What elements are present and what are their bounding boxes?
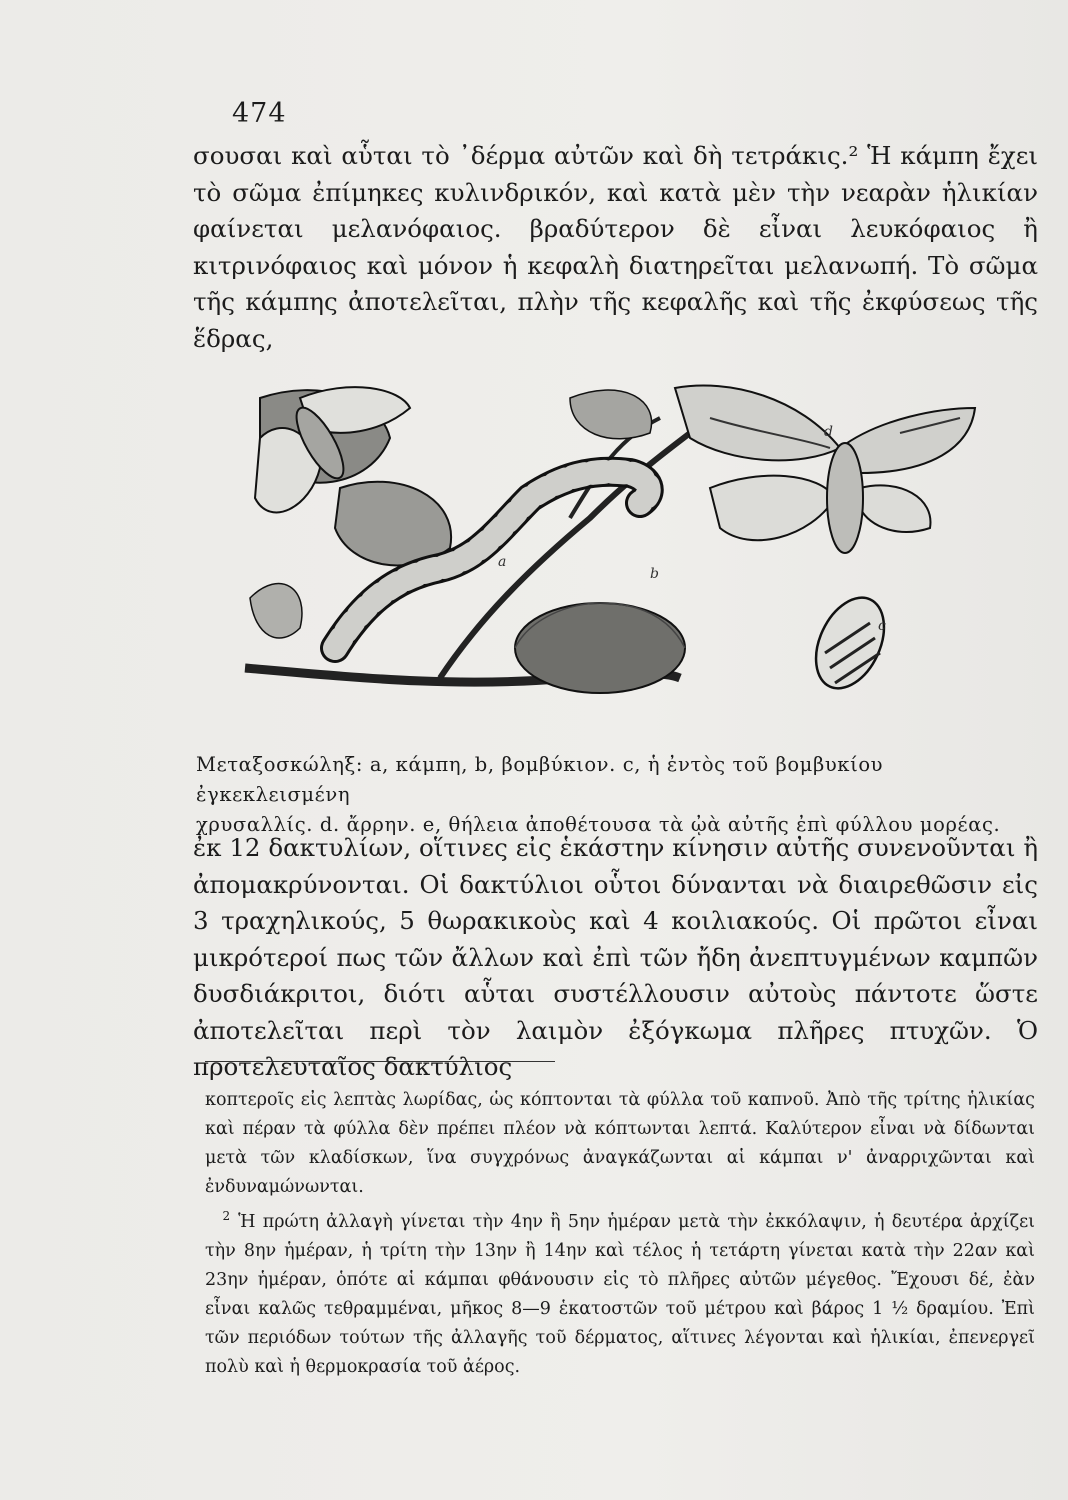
footnote-2 bbox=[205, 1202, 1035, 1382]
footnote-continuation: κοπτεροῖς εἰς λεπτὰς λωρίδας, ὡς κόπτονται τὰ φύλλα τοῦ καπνοῦ. Ἀπὸ τῆς τρίτης ἡλικίας καὶ πέραν τὰ φύλλα δὲν πρέπει πλέον νὰ κόπτωνται λεπτά. Καλύτερον εἶναι νὰ δίδωνται μετὰ τῶν κλαδίσκων, ἵνα συγχρόνως ἀναγκάζωνται αἱ κάμπαι ν' ἀναρριχῶνται καὶ ἐνδυναμώνωνται. bbox=[205, 1090, 1035, 1197]
leaf-left bbox=[335, 482, 451, 566]
label-a: a bbox=[498, 554, 507, 570]
figure-caption bbox=[196, 750, 1038, 840]
paragraph-top: σουσαι καὶ αὗται τὸ ᾿δέρμα αὐτῶν καὶ δὴ τετράκις.² Ἡ κάμπη ἔχει τὸ σῶμα ἐπίμηκες κυλινδρικόν, καὶ κατὰ μὲν τὴν νεαρὰν ἡλικίαν φαίνεται μελανόφαιος. βραδύτερον δὲ εἶναι λευκόφαιος ἢ κιτρινόφαιος καὶ μόνον ἡ κεφαλὴ διατηρεῖται μελανωπή. Τὸ σῶμα τῆς κάμπης ἀποτελεῖται, πλὴν τῆς κεφαλῆς καὶ τῆς ἐκφύσεως τῆς ἕδρας, bbox=[193, 141, 1038, 353]
illustration-svg bbox=[240, 378, 1030, 738]
moth-male-d bbox=[675, 386, 975, 554]
silkworm-illustration bbox=[240, 378, 1030, 738]
pupa-c bbox=[803, 587, 898, 699]
label-b: b bbox=[650, 566, 659, 582]
footnotes bbox=[205, 1086, 1035, 1382]
page-number: 474 bbox=[232, 98, 287, 129]
footnote-2-number: 2 bbox=[222, 1209, 231, 1223]
footnote-2-text: Ἡ πρώτη ἀλλαγὴ γίνεται τὴν 4ην ἢ 5ην ἡμέραν μετὰ τὴν ἐκκόλαψιν, ἡ δευτέρα ἀρχίζει τὴν 8ην ἡμέραν, ἡ τρίτη τὴν 13ην ἢ 14ην καὶ τέλος ἡ τετάρτη γίνεται κατὰ τὴν 22αν καὶ 23ην ἡμέραν, ὁπότε αἱ κάμπαι φθάνουσιν εἰς τὸ πλῆρες αὐτῶν μέγεθος. Ἔχουσι δέ, ἐὰν εἶναι καλῶς τεθραμμέναι, μῆκος 8—9 ἑκατοστῶν τοῦ μέτρου καὶ βάρος 1 ½ δραμίου. Ἐπὶ τῶν περιόδων τούτων τῆς ἀλλαγῆς τοῦ δέρματος, αἵτινες λέγονται καὶ ἡλικίαι, ἐπενεργεῖ πολὺ καὶ ἡ θερμοκρασία τοῦ ἀέρος. bbox=[205, 1211, 1035, 1377]
body-text-bottom bbox=[193, 830, 1038, 1086]
cocoon-b bbox=[515, 603, 685, 693]
leaf-top-center bbox=[570, 390, 652, 439]
caption-line-2: χρυσαλλίς. d. ἄρρην. e, θήλεια ἀποθέτουσα τὰ ᾠὰ αὐτῆς ἐπὶ φύλλου μορέας. bbox=[196, 813, 1001, 836]
leaf-small-left bbox=[250, 584, 302, 638]
body-text-top bbox=[193, 138, 1038, 357]
footnote-divider bbox=[205, 1061, 555, 1062]
paragraph-bottom: ἐκ 12 δακτυλίων, οἵτινες εἰς ἑκάστην κίνησιν αὐτῆς συνενοῦνται ἢ ἀπομακρύνονται. Οἱ δακτύλιοι οὗτοι δύνανται νὰ διαιρεθῶσιν εἰς 3 τραχηλικούς, 5 θωρακικοὺς καὶ 4 κοιλιακούς. Οἱ πρῶτοι εἶναι μικρότεροί πως τῶν ἄλλων καὶ ἐπὶ τῶν ἤδη ἀνεπτυγμένων καμπῶν δυσδιάκριτοι, διότι αὗται συστέλλουσιν αὐτοὺς πάντοτε ὥστε ἀποτελεῖται περὶ τὸν λαιμὸν ἐξόγκωμα πλῆρες πτυχῶν. Ὁ προτελευταῖος δακτύλιος bbox=[193, 833, 1038, 1081]
label-d: d bbox=[824, 424, 833, 440]
label-c: c bbox=[878, 618, 886, 634]
caption-line-1: Μεταξοσκώληξ: a, κάμπη, b, βομβύκιον. c, ἡ ἐντὸς τοῦ βομβυκίου ἐγκεκλεισμένη bbox=[196, 753, 884, 806]
